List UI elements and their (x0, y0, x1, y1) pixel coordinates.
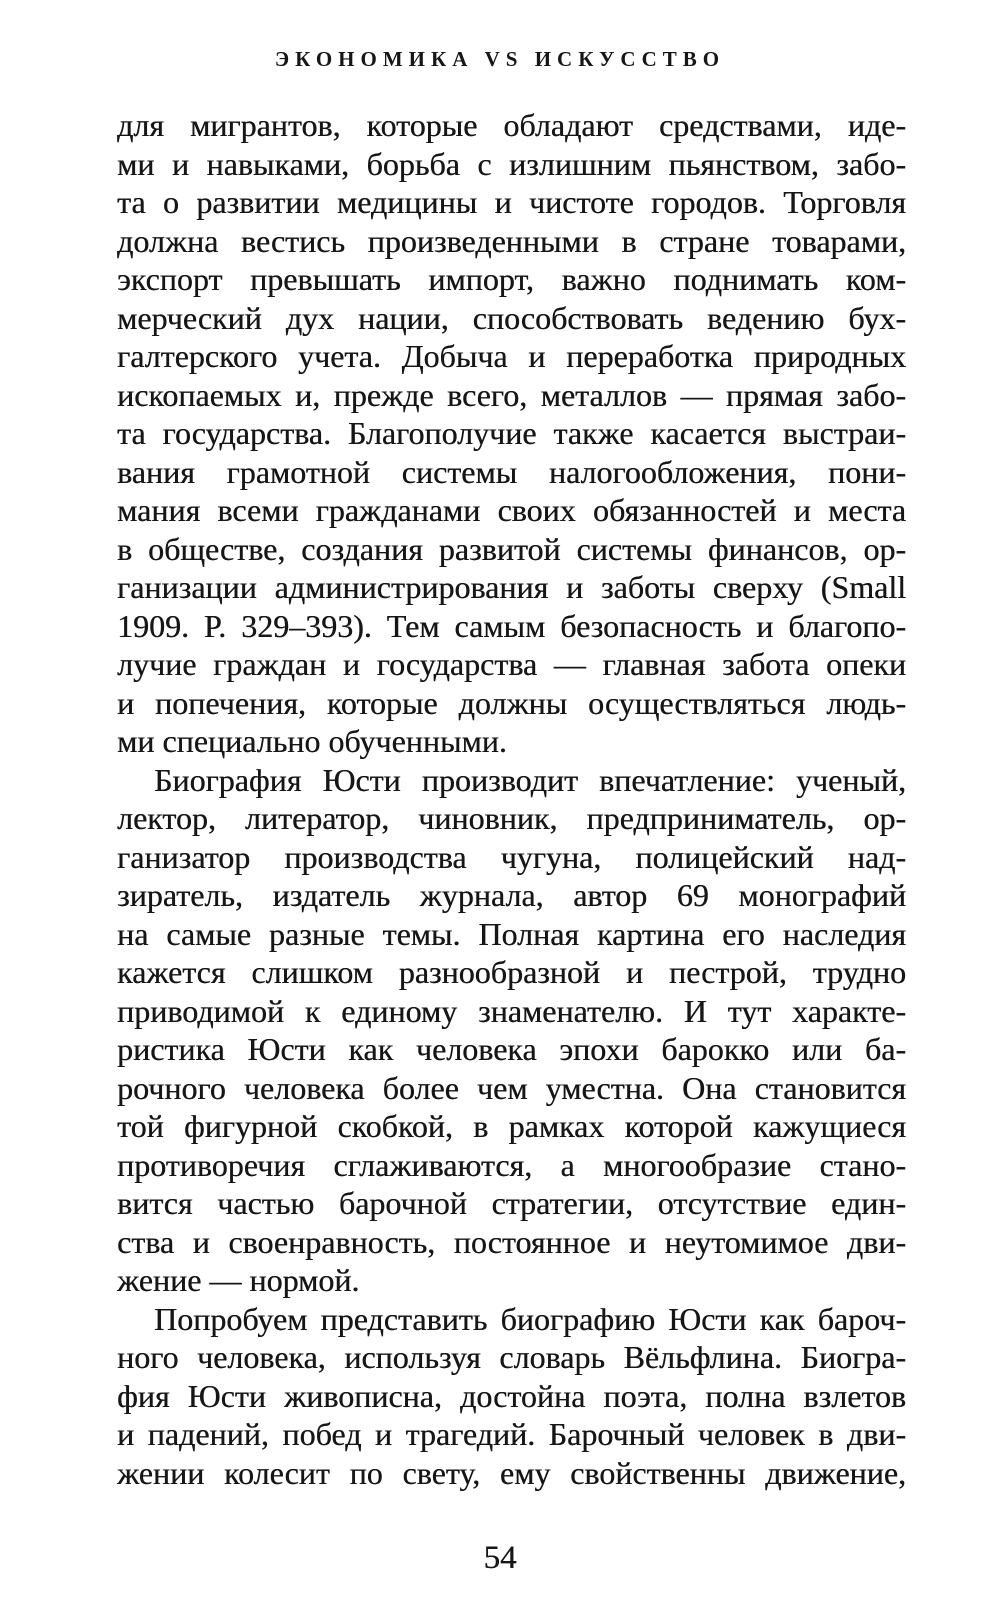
text-line: вится частью барочной стратегии, отсутствие един- (117, 1185, 906, 1221)
text-line: жении колесит по свету, ему свойственны движение, (117, 1454, 906, 1491)
text-line: ми и навыками, борьба с излишним пьянством, забо- (117, 145, 906, 182)
text-line: ганизатор производства чугуна, полицейский над- (117, 838, 906, 875)
text-line: галтерского учета. Добыча и переработка природных (117, 338, 906, 374)
text-line: ристика Юсти как человека эпохи барокко или ба- (117, 1031, 906, 1067)
text-line: жение — нормой. (117, 1262, 360, 1298)
text-line: на самые разные темы. Полная картина его наследия (117, 915, 906, 952)
text-line: зиратель, издатель журнала, автор 69 монографий (117, 877, 906, 913)
text-line: противоречия сглаживаются, а многообразие стано- (117, 1146, 906, 1183)
text-line: приводимой к единому знаменателю. И тут характе- (117, 992, 906, 1029)
text-line: мания всеми гражданами своих обязанностей и места (117, 492, 906, 528)
text-line: в обществе, создания развитой системы финансов, ор- (117, 530, 906, 567)
paragraph-first-line: Биография Юсти производит впечатление: ученый, (154, 761, 906, 798)
text-line: лучие граждан и государства — главная забота опеки (117, 646, 906, 682)
text-line: та государства. Благополучие также касается выстраи- (117, 415, 906, 451)
text-line: 1909. P. 329–393). Тем самым безопасность и благопо- (117, 607, 906, 644)
text-line: кажется слишком разнообразной и пестрой, трудно (117, 954, 906, 990)
text-line: должна вестись произведенными в стране товарами, (117, 222, 906, 259)
text-line: экспорт превышать импорт, важно поднимать ком- (117, 261, 906, 297)
paragraph-first-line: Попробуем представить биографию Юсти как бароч- (154, 1300, 906, 1337)
text-line: та о развитии медицины и чистоте городов. Торговля (117, 184, 906, 220)
text-line: мерческий дух нации, способствовать ведению бух- (117, 299, 906, 336)
text-line: лектор, литератор, чиновник, предприниматель, ор- (117, 800, 906, 836)
body-text (117, 106, 906, 1492)
text-line: рочного человека более чем уместна. Она становится (117, 1069, 906, 1106)
text-line: ми специально обученными. (117, 723, 507, 759)
text-line: и попечения, которые должны осуществляться людь- (117, 684, 906, 721)
page-number: 54 (483, 1540, 517, 1576)
text-line: ства и своенравность, постоянное и неутомимое дви- (117, 1223, 906, 1260)
text-line: ганизации администрирования и заботы сверху (Small (117, 569, 906, 605)
text-line: ного человека, используя словарь Вёльфлина. Биогра- (117, 1339, 906, 1375)
text-line: той фигурной скобкой, в рамках которой кажущиеся (117, 1108, 906, 1144)
text-line: фия Юсти живописна, достойна поэта, полна взлетов (117, 1377, 906, 1414)
text-line: ископаемых и, прежде всего, металлов — прямая забо- (117, 376, 906, 413)
running-head: ЭКОНОМИКА VS ИСКУССТВО (274, 47, 726, 71)
text-line: вания грамотной системы налогообложения, пони- (117, 453, 906, 490)
text-line: для мигрантов, которые обладают средствами, иде- (117, 107, 906, 143)
text-line: и падений, побед и трагедий. Барочный человек в дви- (117, 1416, 906, 1452)
